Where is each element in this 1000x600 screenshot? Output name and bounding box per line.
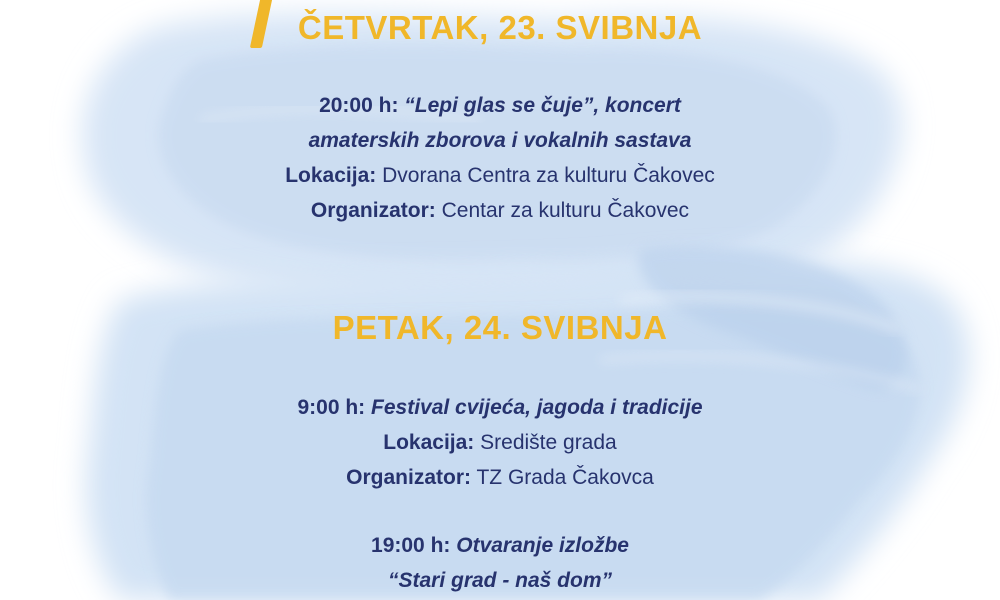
day-heading-friday: PETAK, 24. SVIBNJA — [332, 309, 668, 346]
event-festival — [0, 390, 1000, 495]
event-title: Otvaranje izložbe — [456, 534, 629, 557]
event-title-line — [0, 528, 1000, 563]
event-concert — [0, 88, 1000, 228]
event-time: 20:00 h: — [319, 94, 399, 117]
event-exhibition — [0, 528, 1000, 598]
event-location — [0, 425, 1000, 460]
event-time: 19:00 h: — [371, 534, 451, 557]
event-title: “Lepi glas se čuje”, koncert — [404, 94, 681, 117]
location-value: Središte grada — [480, 431, 617, 454]
location-label: Lokacija: — [383, 431, 475, 454]
organizer-value: Centar za kulturu Čakovec — [441, 199, 690, 222]
event-title-line — [0, 390, 1000, 425]
event-title-continuation: amaterskih zborova i vokalnih sastava — [308, 129, 692, 152]
organizer-value: TZ Grada Čakovca — [476, 466, 654, 489]
event-organizer — [0, 460, 1000, 495]
event-title-line — [0, 88, 1000, 123]
event-location — [0, 158, 1000, 193]
event-title: Festival cvijeća, jagoda i tradicije — [371, 396, 703, 419]
location-label: Lokacija: — [285, 164, 377, 187]
event-title-continuation: “Stari grad - naš dom” — [387, 569, 613, 592]
location-value: Dvorana Centra za kulturu Čakovec — [382, 164, 715, 187]
organizer-label: Organizator: — [346, 466, 471, 489]
event-organizer — [0, 193, 1000, 228]
organizer-label: Organizator: — [310, 199, 436, 222]
event-time: 9:00 h: — [297, 396, 366, 419]
day-heading-thursday: ČETVRTAK, 23. SVIBNJA — [297, 9, 703, 46]
